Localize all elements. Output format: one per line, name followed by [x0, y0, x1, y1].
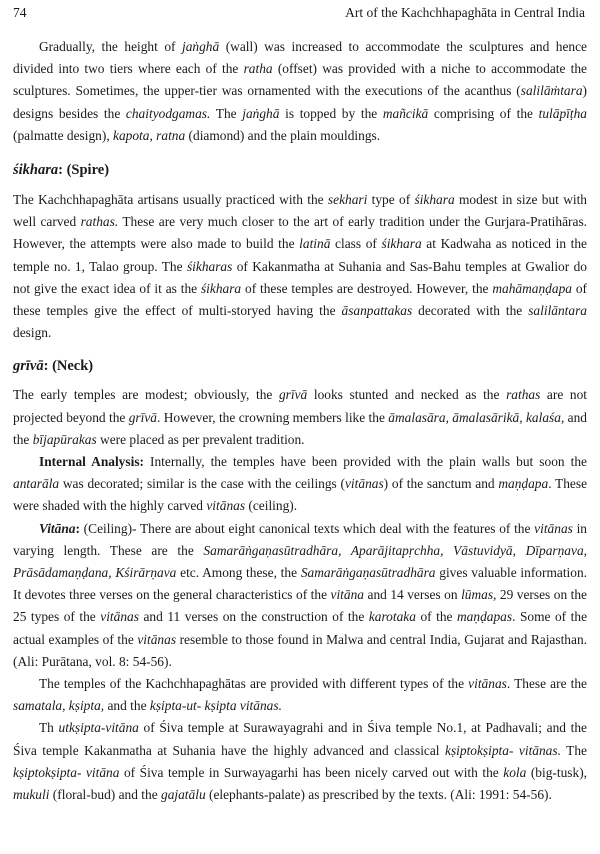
text-run: The [560, 742, 587, 758]
italic-term: lūmas, [461, 587, 497, 603]
italic-term: chaityodgamas. [125, 105, 211, 121]
text-run: ) of the sanctum and [383, 476, 499, 492]
bold-term: : [75, 520, 80, 536]
text-run: and the [104, 698, 150, 714]
italic-term: maṇḍapa [498, 476, 549, 492]
heading-griva [13, 355, 587, 377]
italic-term: vitānas [344, 476, 384, 492]
italic-term: śikhara [381, 236, 422, 252]
text-run: and 14 verses on [364, 587, 462, 603]
text-run: (Ceiling)- There are about eight canonical texts which deal with the features of the [79, 520, 535, 536]
running-title: Art of the Kachchhapaghāta in Central India [345, 5, 585, 20]
italic-term: vitānas [468, 676, 507, 692]
text-run: (floral-bud) and the [49, 787, 161, 803]
italic-term: vitāna [330, 587, 364, 603]
text-run: of these temples are destroyed. However, the [241, 280, 493, 296]
italic-term: ratha [243, 61, 273, 77]
text-run: was decorated; similar is the case with the ceilings ( [59, 476, 345, 492]
text-run: The [210, 105, 243, 121]
italic-term: rathas. [80, 214, 119, 230]
text-run: Gradually, the height of [39, 39, 182, 54]
heading-sikhara [13, 159, 587, 181]
text-run: (diamond) and the plain mouldings. [185, 127, 381, 143]
paragraph-internal-analysis [13, 451, 587, 518]
italic-term: latinā [299, 236, 331, 252]
text-run: are not projected beyond the [13, 387, 587, 425]
page-header [13, 4, 587, 26]
italic-term: kṣipta-ut- kṣipta vitānas. [149, 698, 282, 714]
italic-term: vitānas [137, 631, 177, 647]
text-run: . Some of the actual examples of the [13, 609, 588, 647]
text-run-emphasis: Vitāna [39, 520, 76, 536]
text-run: The Kachchhapaghāta artisans usually practiced with the [13, 192, 328, 208]
text-run: (palmatte design), [13, 127, 114, 143]
text-run: class of [330, 236, 382, 252]
italic-term: utkṣipta-vitāna [58, 720, 139, 736]
italic-term: salilāṁtara [520, 83, 583, 99]
text-run: design. [13, 325, 52, 341]
text-run: (ceiling). [245, 498, 298, 514]
text-run: type of [367, 192, 415, 208]
text-run: (big-tusk), [526, 764, 587, 780]
italic-term: rathas [506, 387, 541, 403]
italic-term: mañcikā [382, 105, 429, 121]
text-run: of these temples give the effect of multi-storyed having the [13, 280, 587, 319]
italic-term: vitānas [206, 498, 246, 514]
italic-term [39, 521, 75, 536]
italic-term: jaṅghā [182, 39, 220, 54]
italic-term: āsanpattakas [341, 303, 413, 319]
text-run: of Kakanmatha at Suhania and Sas-Bahu temples at Gwalior do not give the exact idea of it as the [13, 258, 587, 296]
text-run-emphasis: śikhara [13, 162, 59, 179]
italic-term: grīvā [278, 387, 308, 403]
bold-term: : (Neck) [43, 358, 94, 375]
text-run: (wall) was increased to accommodate the sculptures and hence divided into two tiers where each of the [13, 39, 587, 77]
page-number: 74 [13, 5, 27, 20]
italic-term: jaṅghā [242, 105, 280, 121]
italic-term: salilāntara [528, 303, 587, 319]
italic-term: bījapūrakas [32, 431, 97, 447]
paragraph-vitana [13, 518, 587, 673]
text-run-emphasis: grīvā [13, 358, 44, 375]
text-run: Internally, the temples have been provided with the plain walls but soon the [143, 454, 587, 470]
italic-term: samatala, kṣipta, [13, 698, 105, 714]
text-run: is topped by the [279, 105, 383, 121]
text-run: and 11 verses on the construction of the [138, 609, 369, 625]
text-run: ) designs besides the [13, 83, 587, 121]
italic-term: Samarāṅgaṇasūtradhāra, Aparājitapṛchha, Vāstuvidyā, Dīparṇava, Prāsādamaṇḍana, Kśirārṇava [13, 542, 587, 581]
italic-term: kṣiptokṣipta- vitānas. [445, 742, 561, 758]
text-run: looks stunted and necked as the [307, 387, 507, 403]
italic-term: śikhara [200, 280, 242, 296]
italic-term: śikharas [186, 258, 233, 274]
italic-term: śikhara [414, 192, 455, 208]
italic-term: mukuli [13, 787, 50, 803]
text-run: of the [415, 609, 458, 625]
italic-term: gajatālu [161, 787, 206, 803]
text-run: . These are the [506, 676, 587, 692]
italic-term: maṇḍapas [457, 609, 513, 625]
italic-term: vitānas [100, 609, 139, 625]
text-run: . However, the crowning members like the [156, 409, 389, 425]
text-run: in varying length. These are the [13, 520, 588, 558]
italic-term: Samarāṅgaṇasūtradhāra [300, 565, 436, 581]
text-run: modest in size but with well carved [13, 192, 587, 230]
text-run: The early temples are modest; obviously, the [13, 387, 279, 403]
italic-term: grīvā [128, 409, 157, 425]
italic-term: āmalasāra, āmalasārikā, kalaśa [388, 409, 561, 425]
italic-term: karotaka [368, 609, 416, 625]
paragraph-jangha [13, 36, 587, 147]
bold-term: Internal Analysis: [39, 454, 144, 470]
bold-term: : (Spire) [58, 162, 110, 179]
text-run: The temples of the Kachchhapaghātas are provided with different types of the [39, 676, 469, 692]
text-run: gives valuable information. It devotes three verses on the general characteristics of the [13, 565, 587, 603]
italic-term: antarāla [13, 476, 60, 492]
paragraph-utksipta [13, 717, 587, 806]
text-run: of Śiva temple in Surwayagarhi has been nicely carved out with the [119, 764, 504, 780]
text-run: were placed as per prevalent tradition. [96, 431, 305, 447]
text-run: . These were shaded with the highly carved [13, 476, 588, 514]
italic-term: mahāmaṇḍapa [492, 280, 572, 296]
text-run: comprising of the [428, 105, 539, 121]
text-run: 29 verses on the 25 types of the [13, 587, 587, 625]
text-run: These are very much closer to the art of early tradition under the Gurjara-Pratihāras. However, the attempts were also made to build the [13, 214, 587, 252]
italic-term [13, 358, 44, 374]
italic-term: kṣiptokṣipta- vitāna [13, 764, 120, 780]
text-run: resemble to those found in Malwa and central India, Gujarat and Rajasthan. (Ali: Purātana, vol. 8: 54-56). [13, 631, 587, 669]
text-run: at Kadwaha as noticed in the temple no. 1, Talao group. The [13, 236, 588, 274]
text-run: of Śiva temple at Surawayagrahi and in Śiva temple No.1, at Padhavali; and the Śiva temple Kakanmatha at Suhania have the highly advanced and classical [13, 720, 587, 758]
italic-term: sekhari [327, 192, 368, 208]
text-run: decorated with the [412, 303, 529, 319]
italic-term: kola [503, 764, 527, 780]
italic-term [13, 162, 58, 178]
paragraph-vitana-types [13, 673, 587, 717]
italic-term: vitānas [534, 520, 573, 536]
text-run: (offset) was provided with a niche to accommodate the sculptures. Sometimes, the upper-tier was ornamented with the executions of the acanthus ( [13, 61, 587, 99]
text-run: , and the [13, 409, 587, 447]
text-run: etc. Among these, the [176, 565, 301, 581]
paragraph-griva [13, 384, 587, 451]
italic-term: kapota, ratna [113, 127, 186, 143]
text-run: (elephants-palate) as prescribed by the texts. (Ali: 1991: 54-56). [205, 787, 552, 803]
paragraph-sikhara [13, 189, 587, 344]
italic-term: tulāpīṭha [538, 105, 587, 121]
text-run: Th [39, 720, 59, 736]
